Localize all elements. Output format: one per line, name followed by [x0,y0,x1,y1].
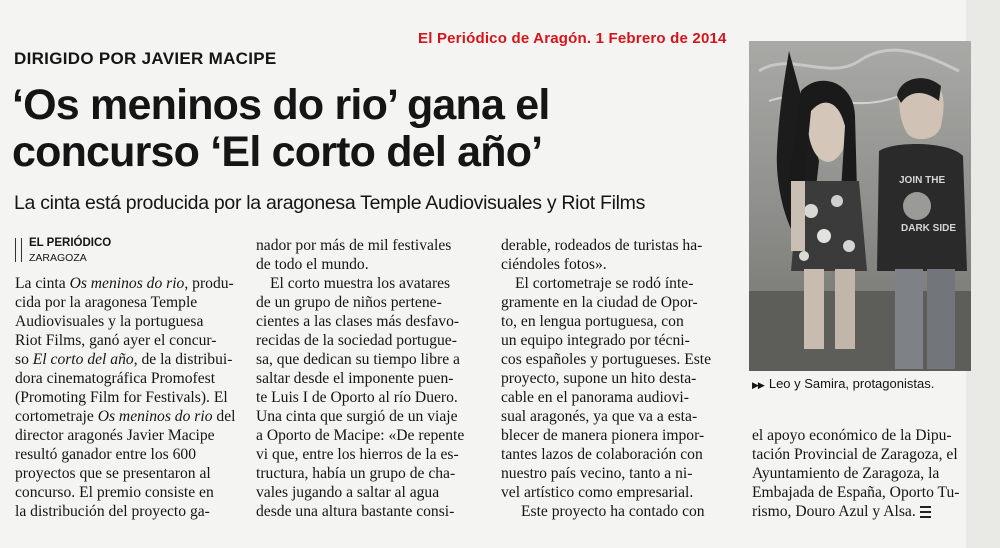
body-line: vel artístico como empresarial. [501,484,694,501]
shirt-text-1: JOIN THE [899,175,946,186]
body-line: la distribución del proyecto ga- [15,503,210,520]
body-line: to, en lengua portuguesa, con [501,313,684,330]
body-line-text: rismo, Douro Azul y Alsa. [752,503,916,520]
body-line: cida por la aragonesa Temple [15,294,198,311]
headline-line-1: ‘Os meninos do rio’ gana el [12,81,550,129]
body-line: El corto muestra los avatares [270,275,451,292]
photo-illustration [749,41,971,371]
body-line: de todo el mundo. [256,256,369,273]
body-line: cientes a las clases más desfavo- [256,313,460,330]
caption-arrow-icon: ▶▶ [752,380,764,390]
body-line: tación Provincial de Zaragoza, el [752,446,958,463]
shirt-text-2: DARK SIDE [901,223,957,234]
body-line: vales jugando a saltar al agua [256,484,440,501]
body-line: cable en el panorama audiovi- [501,389,689,406]
byline-organization: EL PERIÓDICO [29,237,112,249]
body-line: sa, que dedican su tiempo libre a [256,351,460,368]
body-line: Una cinta que surgió de un viaje [256,408,458,425]
body-line: nador por más de mil festivales [256,237,452,254]
subheadline: La cinta está producida por la aragonesa Temple Audiovisuales y Riot Films [14,192,646,214]
body-line: de un grupo de niños pertene- [256,294,442,311]
body-line: dora cinematográfica Promofest [15,370,216,387]
body-line: cortometraje Os meninos do rio del [15,408,236,425]
body-line: proyectos que se presentaron al [15,465,211,482]
italic-title: Os meninos do rio [69,275,185,292]
headline [12,82,752,176]
body-line: saltar desde el imponente puen- [256,370,454,387]
body-line: blecer de manera pionera impor- [501,427,705,444]
source-line: El Periódico de Aragón. 1 Febrero de 2014 [418,30,727,47]
body-line: a Oporto de Macipe: «De repente [256,427,465,444]
italic-title: Os meninos do rio [97,408,213,425]
body-line: so El corto del año, de la distribui- [15,351,233,368]
caption-text: Leo y Samira, protagonistas. [768,376,935,391]
byline-location: ZARAGOZA [29,252,87,264]
body-line: Ayuntamiento de Zaragoza, la [752,465,940,482]
body-line: te Luis I de Oporto al río Duero. [256,389,458,406]
photo-caption [752,376,934,391]
body-line: nuestro país vecino, tanto a ni- [501,465,693,482]
body-line: El cortometraje se rodó ínte- [515,275,694,292]
body-line: resultó ganador entre los 600 [15,446,197,463]
body-line: recidas de la sociedad portugue- [256,332,457,349]
body-line: un equipo integrado por técni- [501,332,690,349]
body-line: el apoyo económico de la Dipu- [752,427,952,444]
body-line: Este proyecto ha contado con [521,503,705,520]
article-photo [749,41,971,371]
body-line: cos españoles y portugueses. Este [501,351,712,368]
headline-line-2: concurso ‘El corto del año’ [12,128,543,176]
body-line: desde una altura bastante consi- [256,503,455,520]
body-line: gramente en la ciudad de Opor- [501,294,698,311]
page-edge-shadow [966,0,1000,548]
body-line: ciéndoles fotos». [501,256,607,273]
body-line: concurso. El premio consiste en [15,484,214,501]
body-line: proyecto, supone un hito desta- [501,370,697,387]
body-line [752,502,931,521]
byline-bars-icon [15,238,22,262]
body-line: Audiovisuales y la portuguesa [15,313,204,330]
body-line: vi que, entre los hierros de la es- [256,446,459,463]
body-line: tantes lazos de colaboración con [501,446,703,463]
body-line: tructura, había un grupo de cha- [256,465,456,482]
body-line: sual aragonés, ya que va a esta- [501,408,698,425]
kicker: DIRIGIDO POR JAVIER MACIPE [14,49,277,68]
body-line: (Promoting Film for Festivals). El [15,389,228,406]
body-line: director aragonés Javier Macipe [15,427,215,444]
end-of-article-icon [920,506,931,518]
body-line: Riot Films, ganó ayer el concur- [15,332,217,349]
body-line: Embajada de España, Oporto Tu- [752,484,960,501]
body-line: La cinta Os meninos do rio, produ- [15,275,234,292]
italic-title: El corto del año [32,351,134,368]
body-line: derable, rodeados de turistas ha- [501,237,703,254]
